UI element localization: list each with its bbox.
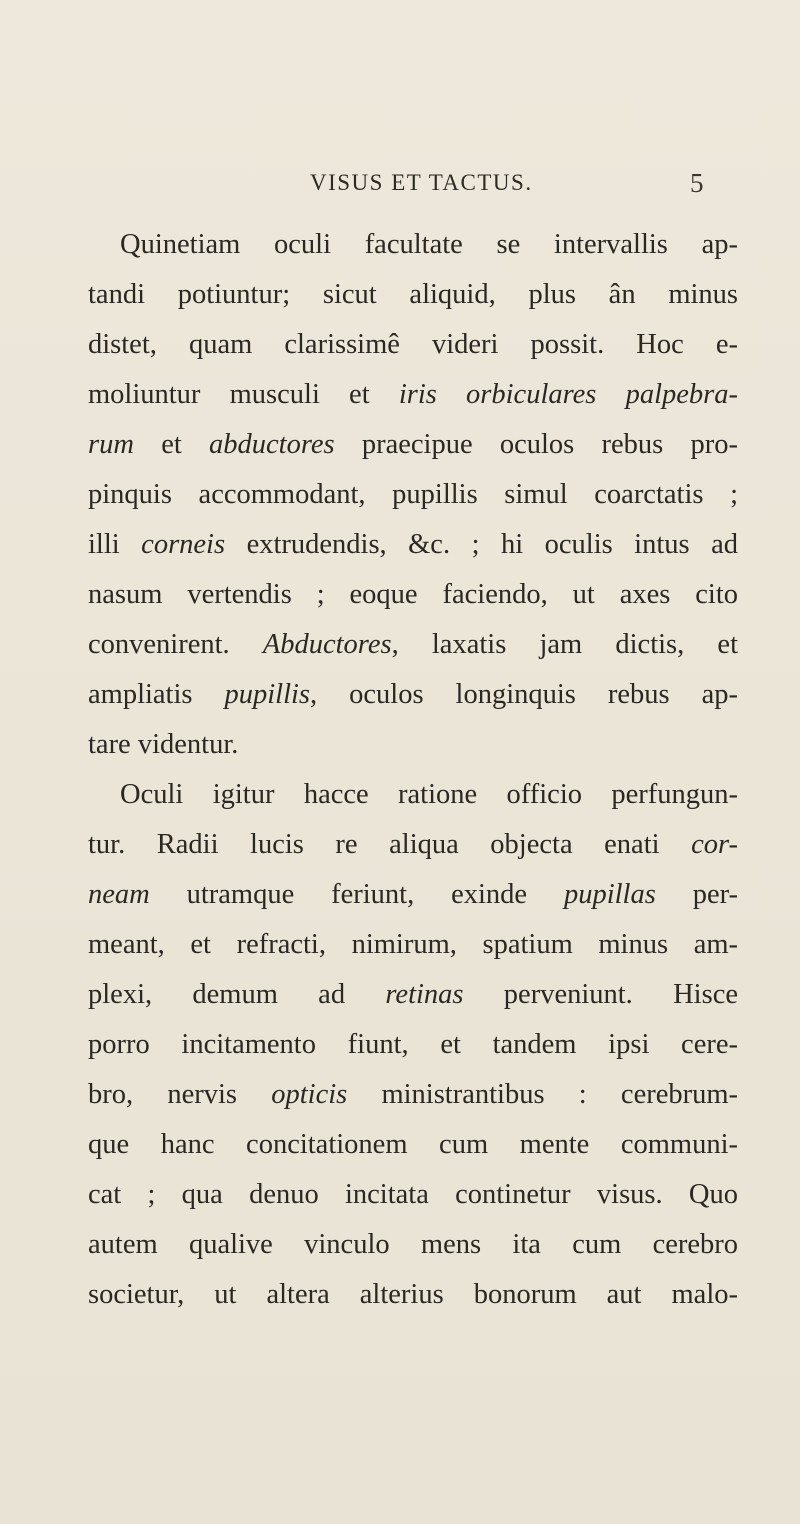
italic-term: neam — [88, 879, 150, 910]
text-segment: extrudendis, &c. ; hi oculis intus ad — [225, 529, 738, 560]
text-line — [88, 970, 738, 1020]
text-line — [88, 1070, 738, 1120]
text-segment: utramque feriunt, exinde — [149, 879, 564, 910]
text-segment: , laxatis jam dictis, et — [391, 629, 738, 660]
text-segment: moliuntur musculi et — [88, 379, 399, 410]
text-line — [88, 420, 738, 470]
text-segment: Oculi igitur hacce ratione officio perfungun- — [120, 779, 738, 810]
italic-term: cor- — [691, 829, 738, 860]
text-segment: meant, et refracti, nimirum, spatium minus am- — [88, 929, 738, 960]
text-line — [88, 1170, 738, 1220]
text-segment: per- — [655, 879, 739, 910]
page-number: 5 — [690, 168, 704, 198]
text-segment: praecipue oculos rebus pro- — [334, 429, 738, 460]
text-segment: autem qualive vinculo mens ita cum cerebro — [88, 1229, 738, 1260]
italic-term: corneis — [141, 529, 226, 560]
italic-term: Abductores — [262, 629, 392, 660]
text-line — [88, 520, 738, 570]
text-line — [88, 870, 738, 920]
text-segment: et — [133, 429, 210, 460]
text-segment: porro incitamento fiunt, et tandem ipsi cere- — [88, 1029, 738, 1060]
italic-term: retinas — [385, 979, 464, 1010]
text-segment: convenirent. — [88, 629, 263, 660]
text-segment: bro, nervis — [88, 1079, 272, 1110]
text-line — [88, 920, 738, 970]
text-line — [88, 270, 738, 320]
text-segment: Quinetiam oculi facultate se intervallis ap- — [120, 229, 738, 260]
running-title: VISUS ET TACTUS. — [310, 170, 533, 195]
text-line — [88, 1270, 738, 1320]
text-segment: pinquis accommodant, pupillis simul coarctatis ; — [88, 479, 738, 510]
text-segment: tandi potiuntur; sicut aliquid, plus ân minus — [88, 279, 738, 310]
text-segment: tur. Radii lucis re aliqua objecta enati — [88, 829, 692, 860]
italic-term: pupillas — [563, 879, 656, 910]
running-head — [0, 170, 800, 210]
text-segment: distet, quam clarissimê videri possit. Hoc e- — [88, 329, 738, 360]
body-text — [88, 220, 738, 1320]
italic-term: abductores — [209, 429, 335, 460]
text-line — [88, 770, 738, 820]
text-line — [88, 320, 738, 370]
text-line — [88, 1220, 738, 1270]
text-segment: perveniunt. Hisce — [463, 979, 738, 1010]
italic-term: iris orbiculares palpebra- — [398, 379, 738, 410]
italic-term: rum — [88, 429, 134, 460]
text-line — [88, 570, 738, 620]
text-line — [88, 1120, 738, 1170]
text-segment: tare videntur. — [88, 729, 239, 760]
text-segment: , oculos longinquis rebus ap- — [310, 679, 738, 710]
text-segment: societur, ut altera alterius bonorum aut malo- — [88, 1279, 738, 1310]
text-segment: que hanc concitationem cum mente communi- — [88, 1129, 738, 1160]
text-segment: plexi, demum ad — [88, 979, 386, 1010]
text-segment: illi — [88, 529, 142, 560]
text-segment: cat ; qua denuo incitata continetur visus. Quo — [88, 1179, 738, 1210]
text-segment: ministrantibus : cerebrum- — [347, 1079, 739, 1110]
text-segment: nasum vertendis ; eoque faciendo, ut axes cito — [88, 579, 738, 610]
text-line — [88, 370, 738, 420]
italic-term: pupillis — [224, 679, 310, 710]
text-line — [88, 220, 738, 270]
text-line — [88, 620, 738, 670]
text-line — [88, 1020, 738, 1070]
text-line — [88, 470, 738, 520]
text-line — [88, 720, 738, 770]
text-line — [88, 820, 738, 870]
italic-term: opticis — [271, 1079, 348, 1110]
text-segment: ampliatis — [88, 679, 225, 710]
text-line — [88, 670, 738, 720]
